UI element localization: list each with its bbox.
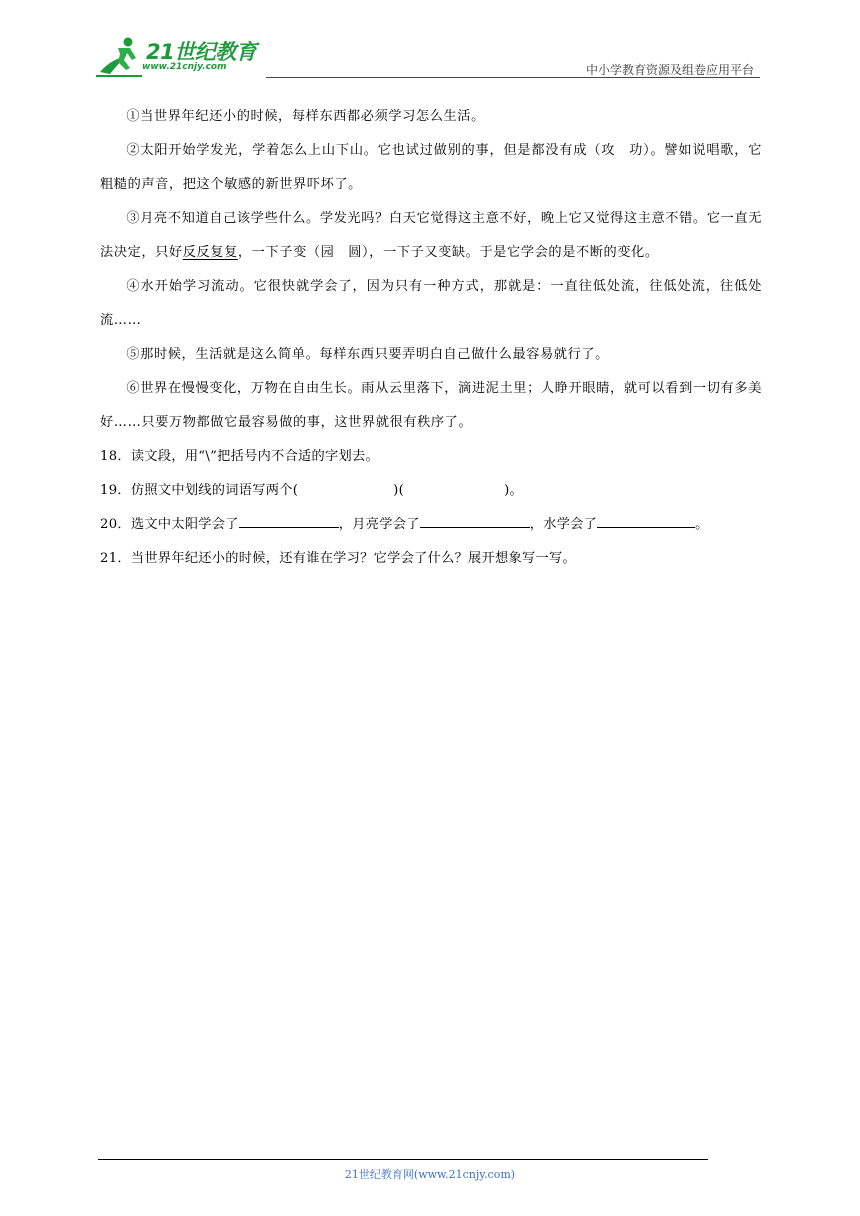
question-19 xyxy=(100,474,762,508)
question-19-suffix: )。 xyxy=(504,483,523,498)
passage-paragraph-2: ②太阳开始学发光，学着怎么上山下山。它也试过做别的事，但是都没有成（攻 功）。譬如说唱歌，它粗糙的声音，把这个敏感的新世界吓坏了。 xyxy=(100,143,762,192)
answer-blank-moon[interactable] xyxy=(420,513,530,528)
passage-paragraph-3 xyxy=(100,202,762,270)
answer-blank-sun[interactable] xyxy=(239,513,339,528)
passage-paragraph-6: ⑥世界在慢慢变化，万物在自由生长。雨从云里落下，滴进泥土里；人睁开眼睛，就可以看到一切有多美好……只要万物都做它最容易做的事，这世界就很有秩序了。 xyxy=(100,381,762,430)
answer-blank-water[interactable] xyxy=(597,513,695,528)
question-19-mid: )( xyxy=(393,483,405,498)
question-18: 18．读文段，用“\”把括号内不合适的字划去。 xyxy=(100,449,379,464)
paragraph-3-text-after: ，一下子变（园 圆），一下子又变缺。于是它学会的是不断的变化。 xyxy=(237,245,659,260)
footer-divider xyxy=(98,1159,708,1160)
question-20-part-d: 。 xyxy=(695,517,709,532)
question-19-prefix: 19．仿照文中划线的词语写两个( xyxy=(100,483,299,498)
passage-paragraph-4: ④水开始学习流动。它很快就学会了，因为只有一种方式，那就是：一直往低处流，往低处流，往低处流…… xyxy=(100,279,762,328)
question-20-part-c: ，水学会了 xyxy=(529,517,598,532)
runner-logo-icon xyxy=(96,34,144,78)
question-21: 21．当世界年纪还小的时候，还有谁在学习？它学会了什么？展开想象写一写。 xyxy=(100,551,576,566)
logo-url: www.21cnjy.com xyxy=(142,62,227,72)
question-20 xyxy=(100,508,762,542)
underlined-phrase: 反反复复 xyxy=(182,245,238,260)
passage-paragraph-1: ①当世界年纪还小的时候，每样东西都必须学习怎么生活。 xyxy=(126,109,485,124)
footer-link[interactable]: 21世纪教育网(www.21cnjy.com) xyxy=(344,1168,516,1181)
paragraph-3-text-before: ③月亮不知道自己该学些什么。学发光吗？白天它觉得这主意不好，晚上它又觉得这主意不错。它一直无法决定，只好 xyxy=(100,211,762,260)
platform-title: 中小学教育资源及组卷应用平台 xyxy=(585,63,754,77)
passage-paragraph-5: ⑤那时候，生活就是这么简单。每样东西只要弄明白自己做什么最容易就行了。 xyxy=(126,347,609,362)
question-20-part-a: 20．选文中太阳学会了 xyxy=(100,517,239,532)
header-divider xyxy=(266,77,760,78)
site-logo[interactable] xyxy=(96,34,266,78)
logo-text: 21世纪教育 xyxy=(146,40,257,64)
document-body xyxy=(100,100,762,576)
page-header xyxy=(96,30,760,78)
question-20-part-b: ，月亮学会了 xyxy=(338,517,420,532)
